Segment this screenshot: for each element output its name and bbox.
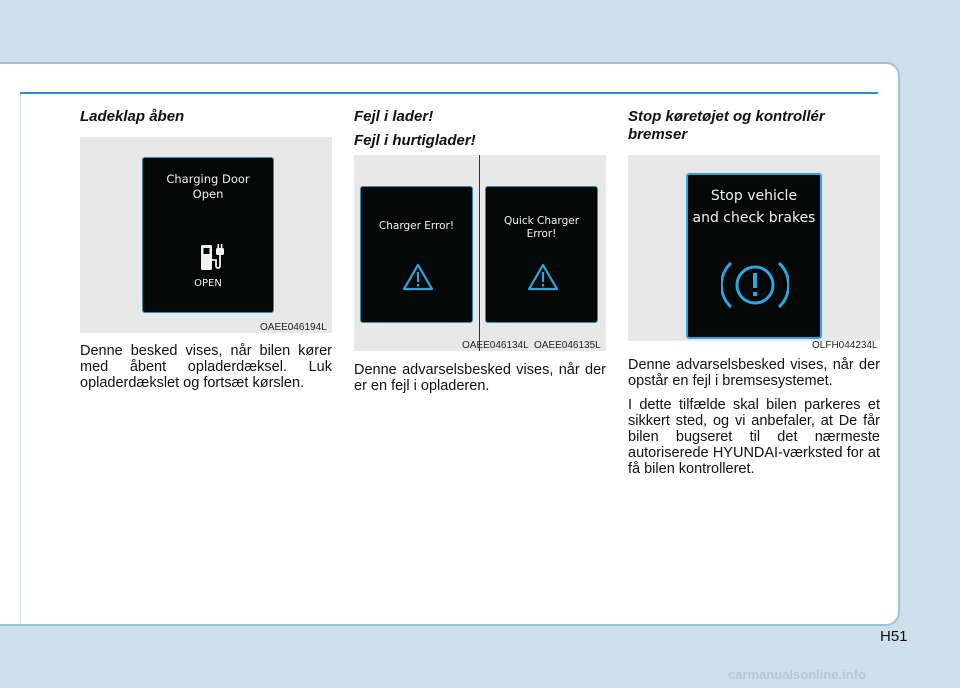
page-number: H51 <box>880 628 908 645</box>
screen-quick-line-1: Quick Charger <box>503 215 580 227</box>
margin-line <box>20 94 21 624</box>
heading-stop-vehicle-line-1: Stop køretøjet og kontrollér <box>628 108 825 125</box>
column-stop-vehicle <box>628 108 880 144</box>
dashboard-screen-charger <box>360 186 473 323</box>
heading-charger-error: Fejl i lader! <box>354 108 434 125</box>
heading-stop-vehicle-line-2: bremser <box>628 126 688 143</box>
brake-warning-icon <box>721 255 789 315</box>
figure-charger-error <box>354 155 606 351</box>
figure-caption-left: OAEE046134L <box>462 340 529 351</box>
column-charger-error <box>354 108 606 150</box>
figure-caption: OAEE046194L <box>260 322 327 333</box>
heading-quick-charger-error: Fejl i hurtiglader! <box>354 132 476 149</box>
dashboard-screen <box>142 157 274 313</box>
dashboard-screen-brakes <box>686 173 822 339</box>
paragraph-stop-vehicle-2: I dette tilfælde skal bilen parkeres et sikkert sted, og vi anbefaler, at De får bilen bugseret til det nærmeste autoriserede HYUNDAI-værksted for at få bilen kontrolleret. <box>628 397 880 477</box>
header-rule <box>20 92 878 94</box>
heading-charging-door: Ladeklap åben <box>80 108 185 125</box>
figure-stop-vehicle <box>628 155 880 341</box>
screen-brakes-line-1: Stop vehicle <box>710 188 798 204</box>
screen-line-2: Open <box>192 187 224 201</box>
watermark: carmanualsonline.info <box>728 667 866 682</box>
figure-divider <box>479 155 480 351</box>
screen-charger-line-1: Charger Error! <box>378 220 455 232</box>
warning-triangle-icon <box>527 263 559 291</box>
dashboard-screen-quick-charger <box>485 186 598 323</box>
warning-triangle-icon <box>402 263 434 291</box>
screen-brakes-line-2: and check brakes <box>692 210 816 226</box>
screen-quick-line-2: Error! <box>526 228 557 240</box>
paragraph-charger-error: Denne advarselsbesked vises, når der er en fejl i opladeren. <box>354 362 606 394</box>
open-label: OPEN <box>194 278 222 289</box>
figure-caption-right: OAEE046135L <box>534 340 601 351</box>
screen-line-1: Charging Door <box>166 172 250 186</box>
paragraph-charging-door: Denne besked vises, når bilen kører med åbent opladerdæksel. Luk opladerdækslet og fortsæt kørslen. <box>80 343 332 391</box>
charging-plug-icon <box>199 242 225 272</box>
figure-charging-door <box>80 137 332 333</box>
figure-caption: OLFH044234L <box>812 340 878 351</box>
paragraph-stop-vehicle-1: Denne advarselsbesked vises, når der opstår en fejl i bremsesystemet. <box>628 357 880 389</box>
column-charging-door <box>80 108 332 126</box>
